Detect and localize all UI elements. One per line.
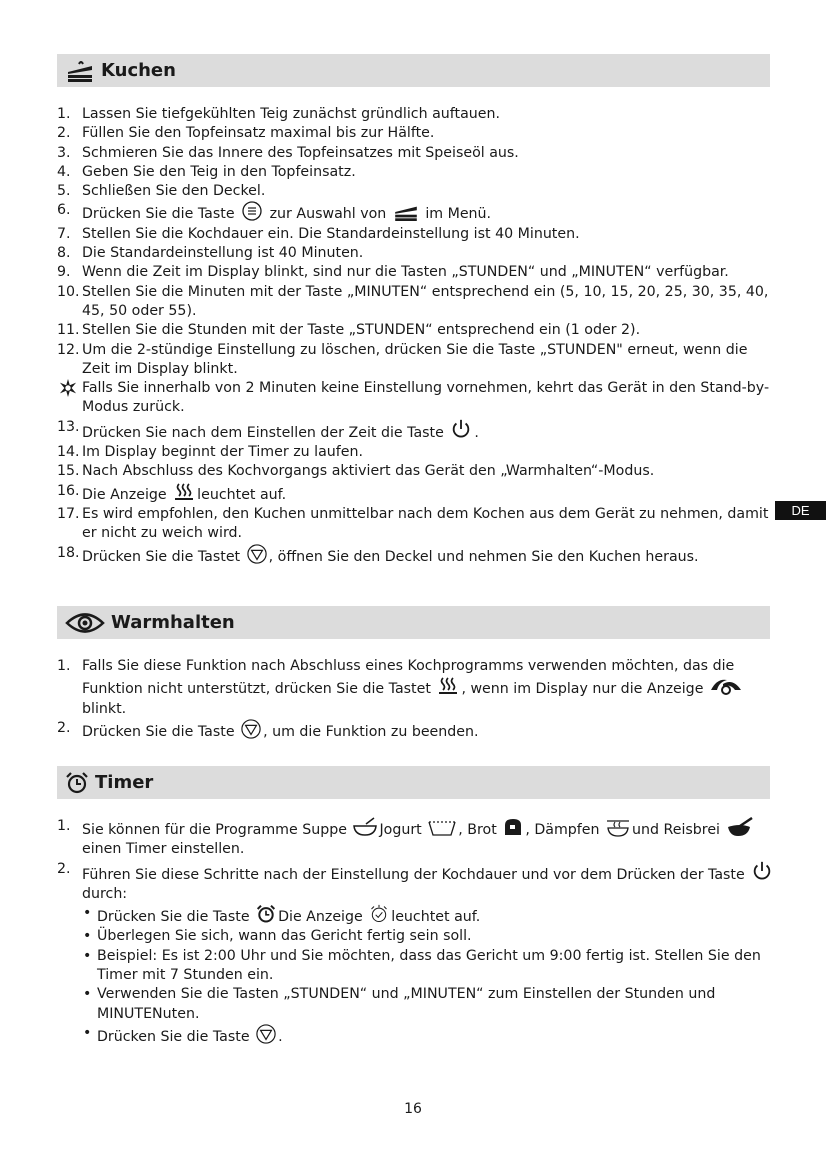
eye-icon [63,610,107,636]
page-number: 16 [404,1101,422,1117]
yogurt-icon [427,819,457,837]
section-header-timer [57,766,770,799]
list-item: 3. Schmieren Sie das Innere des Topfeinsatzes mit Speiseöl aus. [57,144,519,161]
list-item: • Drücken Sie die Taste Die Anzeige leuchtet auf. [83,905,481,926]
list-item: • Drücken Sie die Taste . [83,1024,283,1045]
kuchen-steps [57,105,777,567]
list-item: 14. Im Display beginnt der Timer zu laufen. [57,444,363,461]
list-item: • Beispiel: Es ist 2:00 Uhr und Sie möchten, dass das Gericht um 9:00 fertig ist. Stellen Sie den Timer mit 7 Stunden ein. [83,947,761,984]
list-item: 17. Es wird empfohlen, den Kuchen unmittelbar nach dem Kochen aus dem Gerät zu nehmen, damit er nicht zu weich wird. [57,505,769,542]
list-item: 4. Geben Sie den Teig in den Topfeinsatz. [57,163,356,180]
warmhalten-steps [57,657,777,742]
alarm-clock-icon [63,770,91,796]
cake-icon [392,203,420,221]
list-item: 6. Drücken Sie die Taste zur Auswahl von im Menü. [57,202,492,223]
section-title: Kuchen [101,60,176,81]
porridge-icon [726,817,754,837]
note-item: Falls Sie innerhalb von 2 Minuten keine Einstellung vornehmen, kehrt das Gerät in den Stand-by-Modus zurück. [57,379,777,418]
list-item: 10. Stellen Sie die Minuten mit der Taste „MINUTEN“ entsprechend ein (5, 10, 15, 20, 25, 30, 35, 40, 45, 50 oder 55). [57,283,769,319]
list-item: 7. Stellen Sie die Kochdauer ein. Die Standardeinstellung ist 40 Minuten. [57,225,580,242]
timer-indicator-icon [368,904,390,924]
list-item: 13. Drücken Sie nach dem Einstellen der Zeit die Taste . [57,418,479,441]
list-item: 9. Wenn die Zeit im Display blinkt, sind nur die Tasten „STUNDEN“ und „MINUTEN“ verfügbar. [57,264,729,281]
list-item: 1. Lassen Sie tiefgekühlten Teig zunächst gründlich auftauen. [57,106,501,122]
keep-warm-icon [172,482,196,502]
cake-icon [63,58,97,84]
alarm-clock-icon [255,904,277,924]
section-title: Warmhalten [111,612,235,633]
menu-button-icon [240,201,264,221]
list-item: 1. Falls Sie diese Funktion nach Abschluss eines Kochprogramms verwenden möchten, das die Funktion nicht unterstützt, drücken Sie die Tastet , wenn im Display nur die Anzeige blinkt. [57,657,777,719]
list-item: 1. Sie können für die Programme Suppe Jogurt , Brot , Dämpfen und Reisbrei einen Timer einstellen. [57,817,777,860]
list-item: 8. Die Standardeinstellung ist 40 Minuten. [57,245,364,262]
list-item: 16. Die Anzeige leuchtet auf. [57,482,287,503]
section-header-kuchen [57,54,770,87]
list-item: 15. Nach Abschluss des Kochvorgangs aktiviert das Gerät den „Warmhalten“-Modus. [57,463,655,480]
bread-icon [502,817,524,837]
section-header-warmhalten [57,606,770,639]
list-item: 2. Füllen Sie den Topfeinsatz maximal bis zur Hälfte. [57,125,435,142]
start-button-icon [255,1024,277,1044]
list-item: • Verwenden Sie die Tasten „STUNDEN“ und „MINUTEN“ zum Einstellen der Stunden und MINUTENuten. [83,986,716,1022]
language-tab: DE [775,501,826,520]
steam-icon [605,817,631,837]
list-item: 12. Um die 2-stündige Einstellung zu löschen, drücken Sie die Taste „STUNDEN" erneut, wenn die Zeit im Display blinkt. [57,341,748,377]
list-item: 2. Führen Sie diese Schritte nach der Einstellung der Kochdauer und vor dem Drücken der Taste durch: [57,860,777,905]
list-item: 18. Drücken Sie die Tastet , öffnen Sie den Deckel und nehmen Sie den Kuchen heraus. [57,544,699,565]
list-item: 2. Drücken Sie die Taste , um die Funktion zu beenden. [57,719,479,740]
star-burst-icon [58,379,78,397]
soup-icon [352,817,378,837]
section-title: Timer [95,772,154,793]
list-item: 11. Stellen Sie die Stunden mit der Taste „STUNDEN“ entsprechend ein (1 oder 2). [57,322,641,339]
start-button-icon [240,719,262,739]
power-button-icon [750,860,774,882]
power-button-icon [449,418,473,440]
start-button-icon [246,544,268,564]
list-item: 5. Schließen Sie den Deckel. [57,183,266,200]
keep-warm-icon [436,676,460,696]
list-item: • Überlegen Sie sich, wann das Gericht fertig sein soll. [83,928,472,945]
risotto-icon [709,676,743,696]
timer-steps [57,817,777,1047]
